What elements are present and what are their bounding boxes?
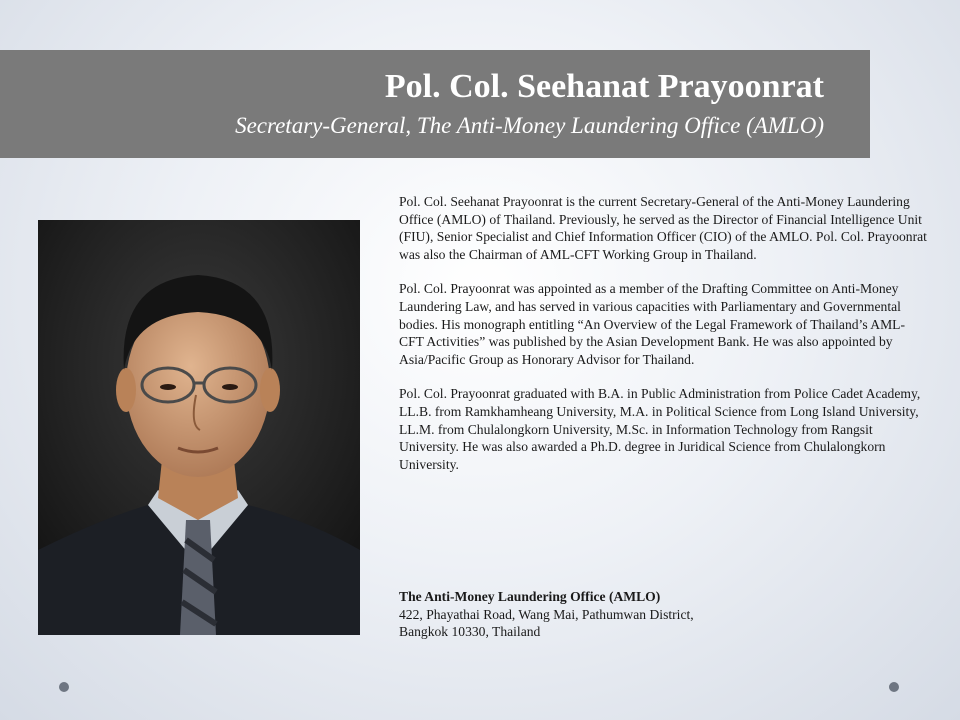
portrait-photo [38,220,360,635]
address-line-1: 422, Phayathai Road, Wang Mai, Pathumwan District, [399,606,694,622]
bullet-dot-left [59,682,69,692]
page-title: Pol. Col. Seehanat Prayoonrat [384,68,824,105]
organization-name: The Anti-Money Laundering Office (AMLO) [399,589,661,604]
page-subtitle: Secretary-General, The Anti-Money Laundering Office (AMLO) [235,113,824,138]
bullet-dot-right [889,682,899,692]
title-banner [0,50,870,158]
bio-paragraph-1: Pol. Col. Seehanat Prayoonrat is the current Secretary-General of the Anti-Money Laundering Office (AMLO) of Thailand. Previously, he served as the Director of Financial Intelligence Unit (FIU), Senior Specialist and Chief Information Officer (CIO) of the AMLO. Pol. Col. Prayoonrat was also the Chairman of AML-CFT Working Group in Thailand. [399,194,927,262]
contact-block [399,588,929,641]
bio-paragraph-2: Pol. Col. Prayoonrat was appointed as a member of the Drafting Committee on Anti-Money Laundering Law, and has served in various capacities with Parliamentary and Governmental bodies. His monograph entitling “An Overview of the Legal Framework of Thailand’s AML-CFT Activities” was published by the Asian Development Bank. He was also appointed by Asia/Pacific Group as Honorary Advisor for Thailand. [399,281,906,367]
biography [399,193,929,490]
address-line-2: Bangkok 10330, Thailand [399,624,541,640]
bio-paragraph-3: Pol. Col. Prayoonrat graduated with B.A. in Public Administration from Police Cadet Academy, LL.B. from Ramkhamheang University, M.A. in Political Science from Long Island University, LL.M. from Chulalongkorn University, M.Sc. in Information Technology from Rangsit University. He was also awarded a Ph.D. degree in Juridical Science from Chulalongkorn University. [399,386,921,472]
